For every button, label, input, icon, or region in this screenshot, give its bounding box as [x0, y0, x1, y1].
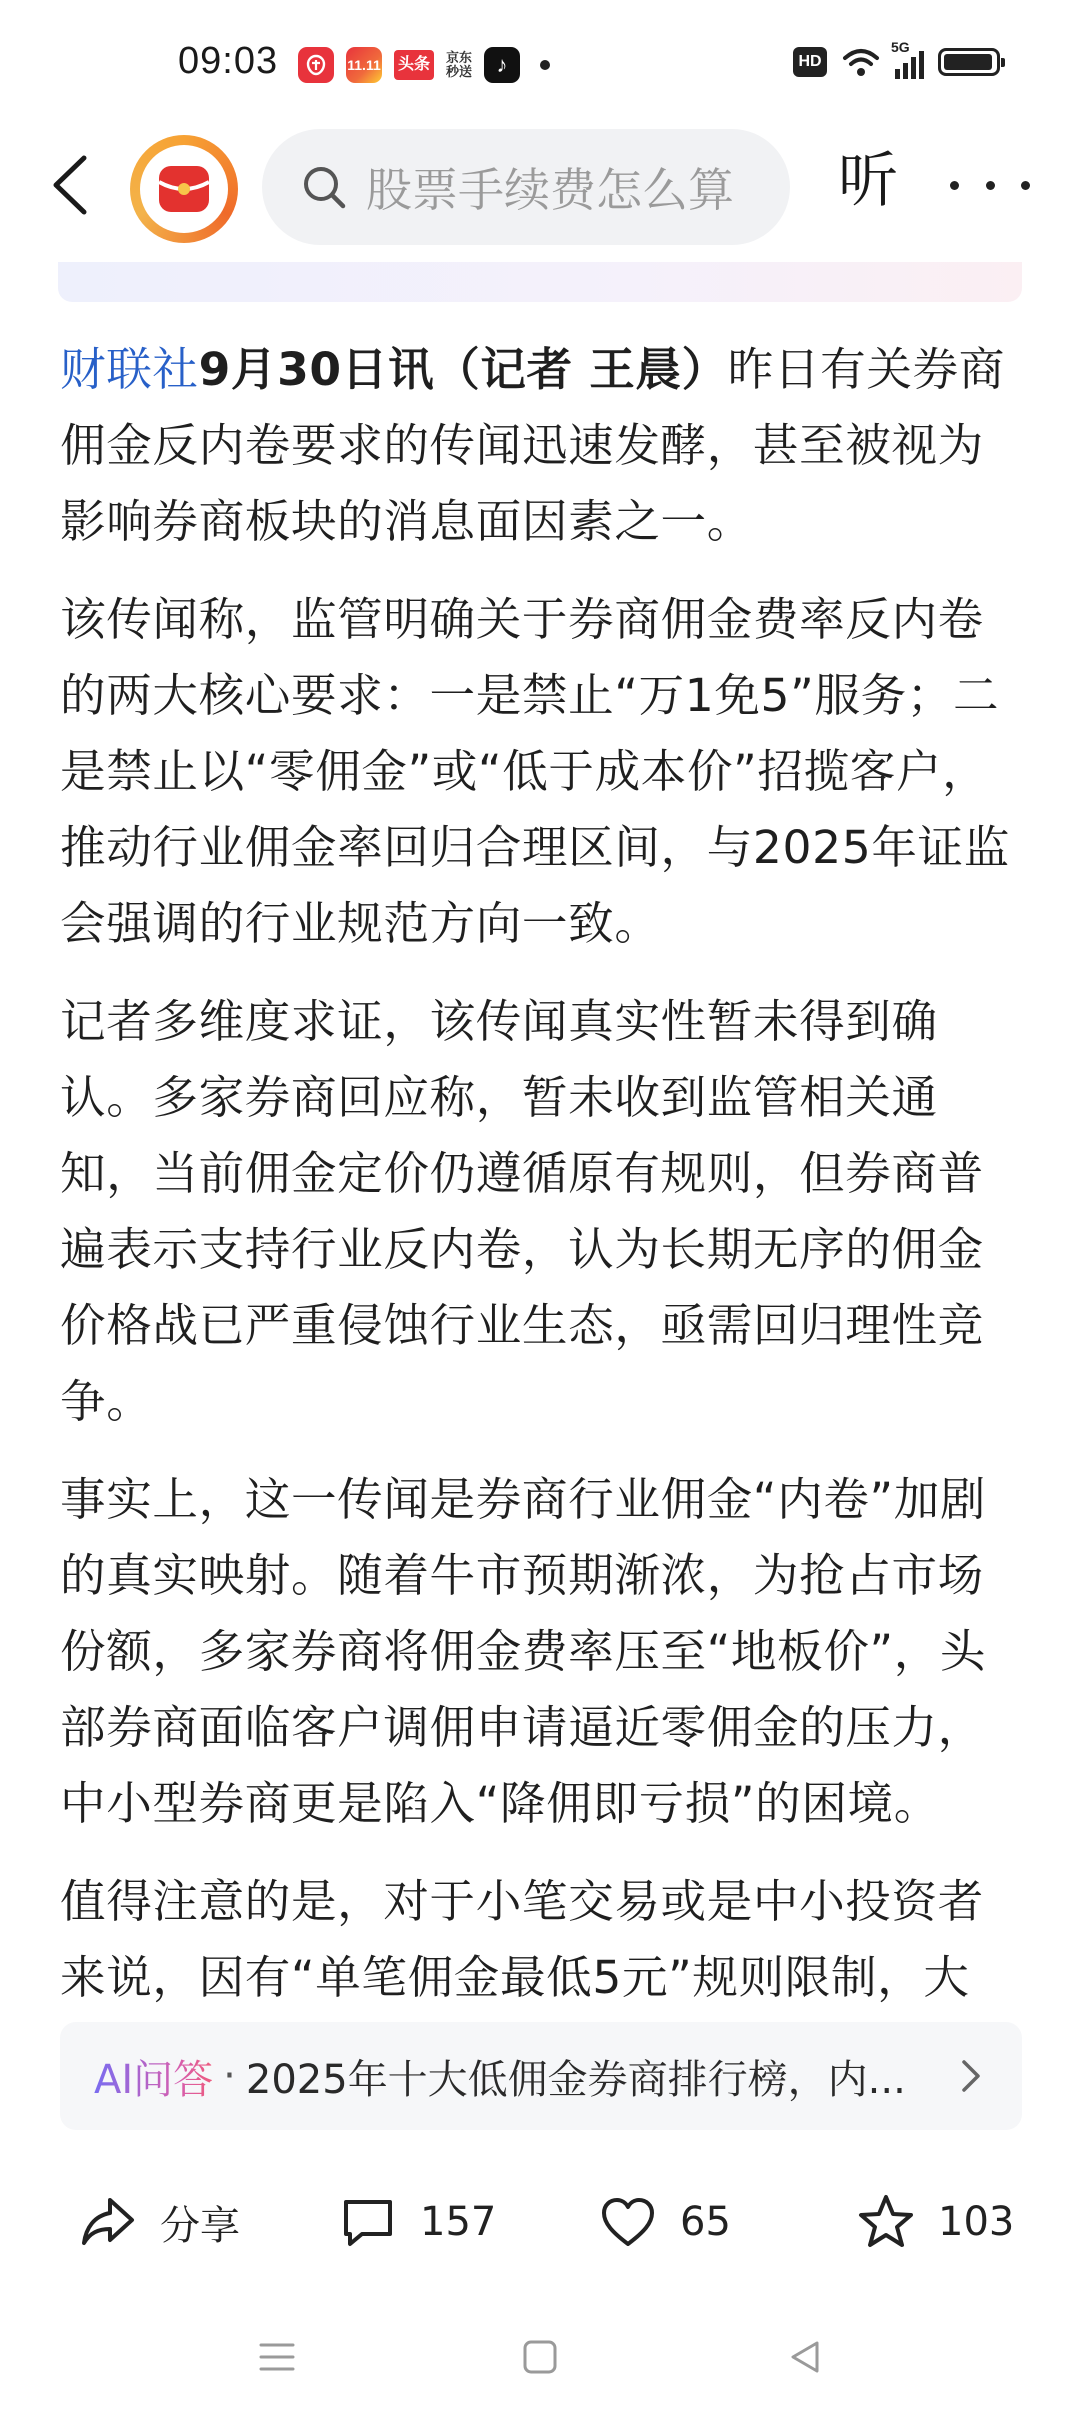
listen-button[interactable]: 听: [838, 146, 898, 216]
more-dot-icon: [1021, 181, 1030, 190]
banner-strip: [58, 262, 1022, 302]
article-paragraph: 值得注意的是，对于小笔交易或是中小投资者来说，因有“单笔佣金最低5元”规则限制，大: [60, 1875, 984, 2004]
jd-app-icon: [446, 47, 472, 83]
likes-count: 65: [680, 2199, 731, 2245]
search-placeholder: 股票手续费怎么算: [366, 163, 734, 217]
article-lead-text: 昨日有关券商佣金反内卷要求的传闻迅速发酵，甚至被视为影响券商板块的消息面因素之一。: [60, 343, 1005, 548]
ai-qa-label: AI问答: [94, 2048, 213, 2105]
share-icon: [78, 2192, 138, 2252]
battery-level-fill: [944, 54, 992, 70]
article-body: [60, 332, 1020, 2038]
cellular-signal-icon: [891, 39, 924, 79]
wifi-icon: [841, 46, 881, 78]
star-icon: [856, 2192, 916, 2252]
more-dot-icon: [986, 181, 995, 190]
more-options-button[interactable]: [950, 165, 1030, 205]
red-envelope-icon: [155, 160, 213, 218]
share-label: 分享: [160, 2202, 240, 2249]
hd-voice-icon: HD: [793, 47, 827, 77]
triangle-back-icon: [785, 2337, 825, 2377]
status-bar: [0, 0, 1080, 130]
toutiao-app-icon: 头条: [394, 50, 434, 80]
comments-button[interactable]: [338, 2192, 496, 2252]
ai-separator: ·: [223, 2053, 236, 2099]
article-dateline: 9月30日讯（记者 王晨）: [198, 343, 728, 396]
source-link[interactable]: 财联社: [60, 343, 199, 396]
back-button[interactable]: [40, 153, 100, 217]
jd-app-label-line2: 秒送: [446, 64, 473, 79]
tmall-1111-app-icon: 11.11: [346, 47, 382, 83]
status-indicators: [793, 39, 1000, 79]
home-button[interactable]: [515, 2332, 565, 2382]
article-paragraph: 记者多维度求证，该传闻真实性暂未得到确认。多家券商回应称，暂未收到监管相关通知，当前佣金定价仍遵循原有规则，但券商普遍表示支持行业反内卷，认为长期无序的佣金价格战已严重侵蚀行业生态，亟需回归理性竞争。: [60, 995, 984, 1428]
article-paragraph: 该传闻称，监管明确关于券商佣金费率反内卷的两大核心要求：一是禁止“万1免5”服务；二是禁止以“零佣金”或“低于成本价”招揽客户，推动行业佣金率回归合理区间，与2025年证监会强调的行业规范方向一致。: [60, 593, 1010, 950]
share-button[interactable]: [78, 2192, 240, 2252]
recent-apps-button[interactable]: [252, 2332, 302, 2382]
home-square-icon: [520, 2337, 560, 2377]
jd-app-label-line1: 京东: [446, 49, 473, 65]
network-type-label: 5G: [891, 39, 910, 55]
favorites-count: 103: [938, 2199, 1015, 2245]
douyin-app-icon: ♪: [484, 47, 520, 83]
menu-icon: [257, 2339, 297, 2375]
search-icon: [300, 163, 348, 211]
chevron-right-icon: [956, 2056, 986, 2096]
pinduoduo-app-icon: [298, 47, 334, 83]
app-logo-inner: [140, 145, 228, 233]
more-notifications-dot: [540, 60, 550, 70]
more-dot-icon: [950, 181, 959, 190]
back-nav-button[interactable]: [780, 2332, 830, 2382]
comments-count: 157: [420, 2199, 497, 2245]
favorite-button[interactable]: [856, 2192, 1014, 2252]
article-action-bar: [0, 2170, 1080, 2280]
status-time: 09:03: [178, 40, 279, 82]
comment-icon: [338, 2192, 398, 2252]
search-input[interactable]: [262, 129, 790, 245]
system-navigation-bar: [0, 2310, 1080, 2412]
ai-question-bar[interactable]: [60, 2022, 1022, 2130]
notification-app-icons: [298, 47, 550, 83]
app-logo[interactable]: [130, 135, 238, 243]
top-navigation-bar: [0, 125, 1080, 245]
heart-icon: [598, 2192, 658, 2252]
battery-icon: [938, 48, 1000, 76]
chevron-left-icon: [50, 154, 90, 216]
article-paragraph: 事实上，这一传闻是券商行业佣金“内卷”加剧的真实映射。随着牛市预期渐浓，为抢占市场份额，多家券商将佣金费率压至“地板价”，头部券商面临客户调佣申请逼近零佣金的压力，中小型券商更是陷入“降佣即亏损”的困境。: [60, 1473, 987, 1830]
like-button[interactable]: [598, 2192, 731, 2252]
article-paragraph: [60, 332, 1020, 560]
ai-question-text: 2025年十大低佣金券商排行榜，内...: [245, 2056, 906, 2103]
